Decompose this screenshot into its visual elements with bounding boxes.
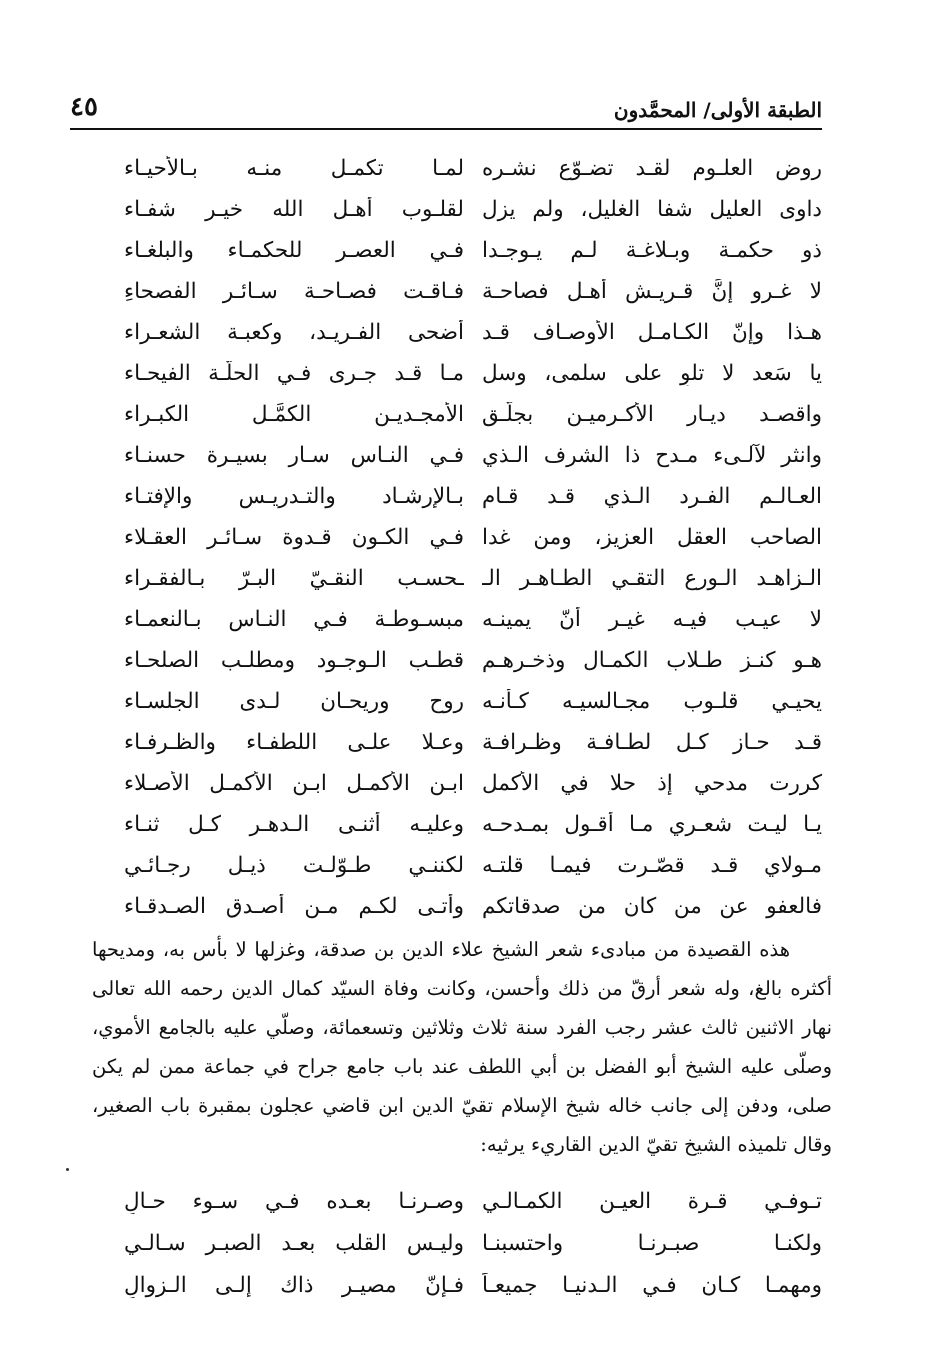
verse — [122, 353, 822, 394]
verse-second-hemistich: لمـا تكمـل منـه بـالأحيـاء — [124, 156, 464, 181]
verse-second-hemistich: ـحسـب النقـيّ البـرّ بـالفقـراء — [124, 566, 464, 591]
verse-first-hemistich: كررت مدحي إذ حلا في الأكمل — [482, 771, 822, 796]
verse-first-hemistich: يـا ليـت شعـري مـا أقـول بمـدحـه — [482, 812, 822, 837]
verse-second-hemistich: فـإنّ مصيـر ذاك إلـى الـزوالِ — [124, 1272, 464, 1298]
verse — [122, 681, 822, 722]
verse-first-hemistich: ذو حكمـة وبـلاغـة لـم يـوجـدا — [482, 238, 822, 263]
verse-first-hemistich: الصاحب العقل العزيز، ومن غدا — [482, 525, 822, 550]
verse — [122, 435, 822, 476]
verse — [122, 1222, 822, 1264]
verse-first-hemistich: فالعفو عن من كان من صدقاتكم — [482, 894, 822, 919]
header-rule — [70, 128, 822, 130]
verse — [122, 1264, 822, 1306]
verse — [122, 886, 822, 927]
speck — [66, 1168, 69, 1171]
verse-second-hemistich: وصـرنـا بعـده فـي سـوء حـالِ — [124, 1188, 464, 1214]
verse — [122, 845, 822, 886]
verse-first-hemistich: يا سَعد لا تلوِ على سلمى، وسل — [482, 361, 822, 386]
verse-first-hemistich: لا غـرو إنَّ قـريـش أهـل فصاحـة — [482, 279, 822, 304]
verse-second-hemistich: لقلـوب أهـل الله خيـر شفـاء — [124, 197, 464, 222]
poem-first — [122, 148, 822, 927]
verse — [122, 394, 822, 435]
verse-first-hemistich: ومهمـا كـان فـي الـدنيـا جميعـاً — [482, 1272, 822, 1298]
page-header — [70, 86, 822, 122]
verse-first-hemistich: هـذا وإنّ الكـامـل الأوصـاف قـد — [482, 320, 822, 345]
verse-second-hemistich: مبسـوطـة فـي النـاس بـالنعمـاء — [124, 607, 464, 632]
poem-elegy — [122, 1180, 822, 1306]
verse-second-hemistich: وعـلا علـى اللطفـاء والظـرفـاء — [124, 730, 464, 755]
verse — [122, 763, 822, 804]
verse — [122, 517, 822, 558]
verse — [122, 558, 822, 599]
verse-first-hemistich: يحيـي قلـوب مجـالسيـه كـأنـه — [482, 689, 822, 714]
verse-second-hemistich: الأمجـديـن الكمَّـل الكبـراء — [124, 402, 464, 427]
verse — [122, 312, 822, 353]
prose-text: هذه القصيدة من مبادىء شعر الشيخ علاء الدين بن صدقة، وغزلها لا بأس به، ومديحها أكثره بالغ، وله شعر أرقّ من ذلك وأحسن، وكانت وفاة السيّد كمال الدين رحمه الله تعالى نهار الاثنين ثالث عشر رجب الفرد سنة ثلاث وثلاثين وتسعمائة، وصلّي عليه بالجامع الأموي، وصلّى عليه الشيخ أبو الفضل بن أبي اللطف عند باب جامع جراح في جماعة ممن لم يكن صلى، ودفن إلى جانب خاله شيخ الإسلام تقيّ الدين ابن قاضي عجلون بمقبرة باب الصغير، وقال تلميذه الشيخ تقيّ الدين القاريء يرثيه: — [92, 938, 833, 1156]
verse — [122, 230, 822, 271]
verse-second-hemistich: بـالإرشـاد والتـدريـس والإفتـاء — [124, 484, 464, 509]
verse — [122, 1180, 822, 1222]
verse-second-hemistich: فـي الكـون قـدوة سـائـر العقـلاء — [124, 525, 464, 550]
verse-first-hemistich: واقصـد ديـار الأكـرميـن بجلّـق — [482, 402, 822, 427]
verse-second-hemistich: لكننـي طـوّلـت ذيـل رجـائـي — [124, 853, 464, 878]
verse — [122, 722, 822, 763]
verse-first-hemistich: هـو كنـز طـلاب الكمـال وذخـرهـم — [482, 648, 822, 673]
verse-second-hemistich: أضحى الفـريـد، وكعبـة الشعـراء — [124, 320, 464, 345]
verse-second-hemistich: مـا قـد جـرى فـي الحلّـة الفيحـاء — [124, 361, 464, 386]
verse-second-hemistich: فـي العصـر للحكمـاء والبلغـاء — [124, 238, 464, 263]
verse — [122, 599, 822, 640]
verse-first-hemistich: تـوفـي قـرة العيـن الكمـالـي — [482, 1188, 822, 1214]
verse-first-hemistich: داوى العليل شفا الغليل، ولم يزل — [482, 197, 822, 222]
verse — [122, 271, 822, 312]
verse-first-hemistich: وانثر لآلـىء مـدح ذا الشرف الـذي — [482, 443, 822, 468]
verse-first-hemistich: روض العلـوم لقـد تضـوّع نشـره — [482, 156, 822, 181]
verse — [122, 189, 822, 230]
verse — [122, 640, 822, 681]
running-title: الطبقة الأولى/ المحمَّدون — [613, 98, 822, 122]
prose-paragraph — [92, 930, 832, 1164]
verse — [122, 148, 822, 189]
verse-second-hemistich: وعليـه أثنـى الـدهـر كـل ثنـاء — [124, 812, 464, 837]
verse-first-hemistich: العـالـم الفـرد الـذي قـد قـام — [482, 484, 822, 509]
verse-second-hemistich: قطـب الـوجـود ومطلـب الصلحـاء — [124, 648, 464, 673]
verse-second-hemistich: وأتـى لكـم مـن أصـدق الصـدقـاء — [124, 894, 464, 919]
verse — [122, 476, 822, 517]
verse-second-hemistich: فـاقـت فصـاحـة سـائـر الفصحاءِ — [124, 279, 464, 304]
verse-first-hemistich: مـولاي قـد قصّـرت فيمـا قلتـه — [482, 853, 822, 878]
verse-second-hemistich: فـي النـاس سـار بسيـرة حسنـاء — [124, 443, 464, 468]
verse-first-hemistich: الـزاهـد الـورع التقـي الطـاهـر الـ — [482, 566, 822, 591]
verse-first-hemistich: لا عيـب فيـه غيـر أنّ يمينـه — [482, 607, 822, 632]
verse-first-hemistich: ولكنـا صبـرنـا واحتسبنـا — [482, 1230, 822, 1256]
verse-first-hemistich: قـد حـاز كـل لطـافـة وظـرافـة — [482, 730, 822, 755]
verse-second-hemistich: ابـن الأكمـل ابـن الأكمـل الأصـلاء — [124, 771, 464, 796]
verse-second-hemistich: وليـس القلب بعـد الصبـر سـالـي — [124, 1230, 464, 1256]
verse — [122, 804, 822, 845]
verse-second-hemistich: روح وريحـان لـدى الجلسـاء — [124, 689, 464, 714]
page-number: ٤٥ — [70, 92, 98, 122]
